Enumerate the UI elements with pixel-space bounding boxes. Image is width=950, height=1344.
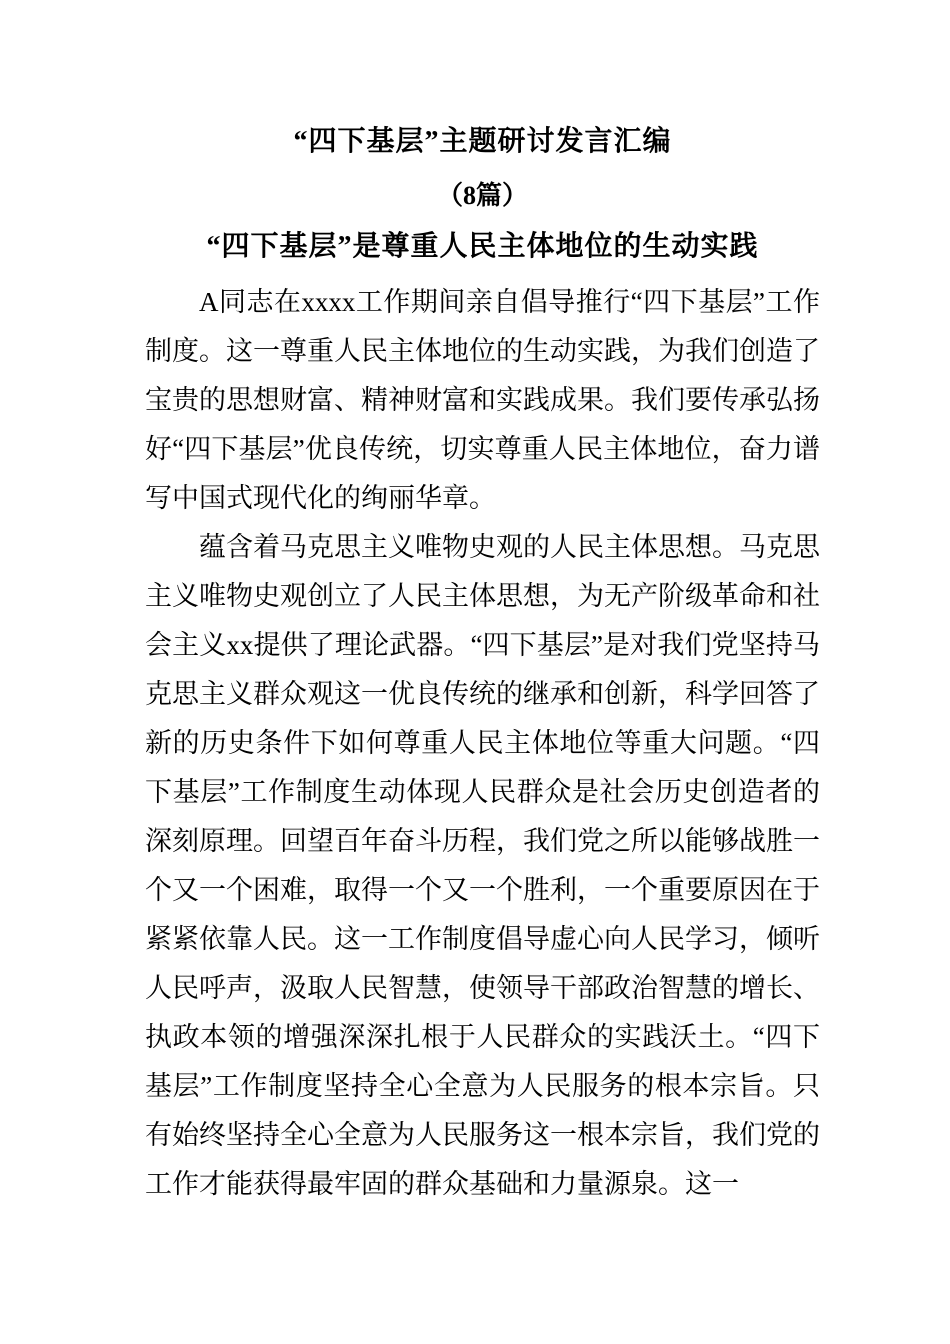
document-subtitle-count: （8篇） — [436, 181, 528, 210]
document-title: “四下基层”主题研讨发言汇编 — [293, 126, 672, 157]
paragraph-intro: A同志在xxxx工作期间亲自倡导推行“四下基层”工作制度。这一尊重人民主体地位的生动实践，为我们创造了宝贵的思想财富、精神财富和实践成果。我们要传承弘扬好“四下基层”优良传统，切实尊重人民主体地位，奋力谱写中国式现代化的绚丽华章。 — [145, 287, 820, 513]
section-heading: “四下基层”是尊重人民主体地位的生动实践 — [206, 231, 759, 262]
paragraph-main: 蕴含着马克思主义唯物史观的人民主体思想。马克思主义唯物史观创立了人民主体思想，为无产阶级革命和社会主义xx提供了理论武器。“四下基层”是对我们党坚持马克思主义群众观这一优良传统的继承和创新，科学回答了新的历史条件下如何尊重人民主体地位等重大问题。“四下基层”工作制度生动体现人民群众是社会历史创造者的深刻原理。回望百年奋斗历程，我们党之所以能够战胜一个又一个困难，取得一个又一个胜利，一个重要原因在于紧紧依靠人民。这一工作制度倡导虚心向人民学习，倾听人民呼声，汲取人民智慧，使领导干部政治智慧的增长、执政本领的增强深深扎根于人民群众的实践沃土。“四下基层”工作制度坚持全心全意为人民服务的根本宗旨。只有始终坚持全心全意为人民服务这一根本宗旨，我们党的工作才能获得最牢固的群众基础和力量源泉。这一 — [145, 532, 820, 1199]
document-body — [145, 278, 820, 1209]
